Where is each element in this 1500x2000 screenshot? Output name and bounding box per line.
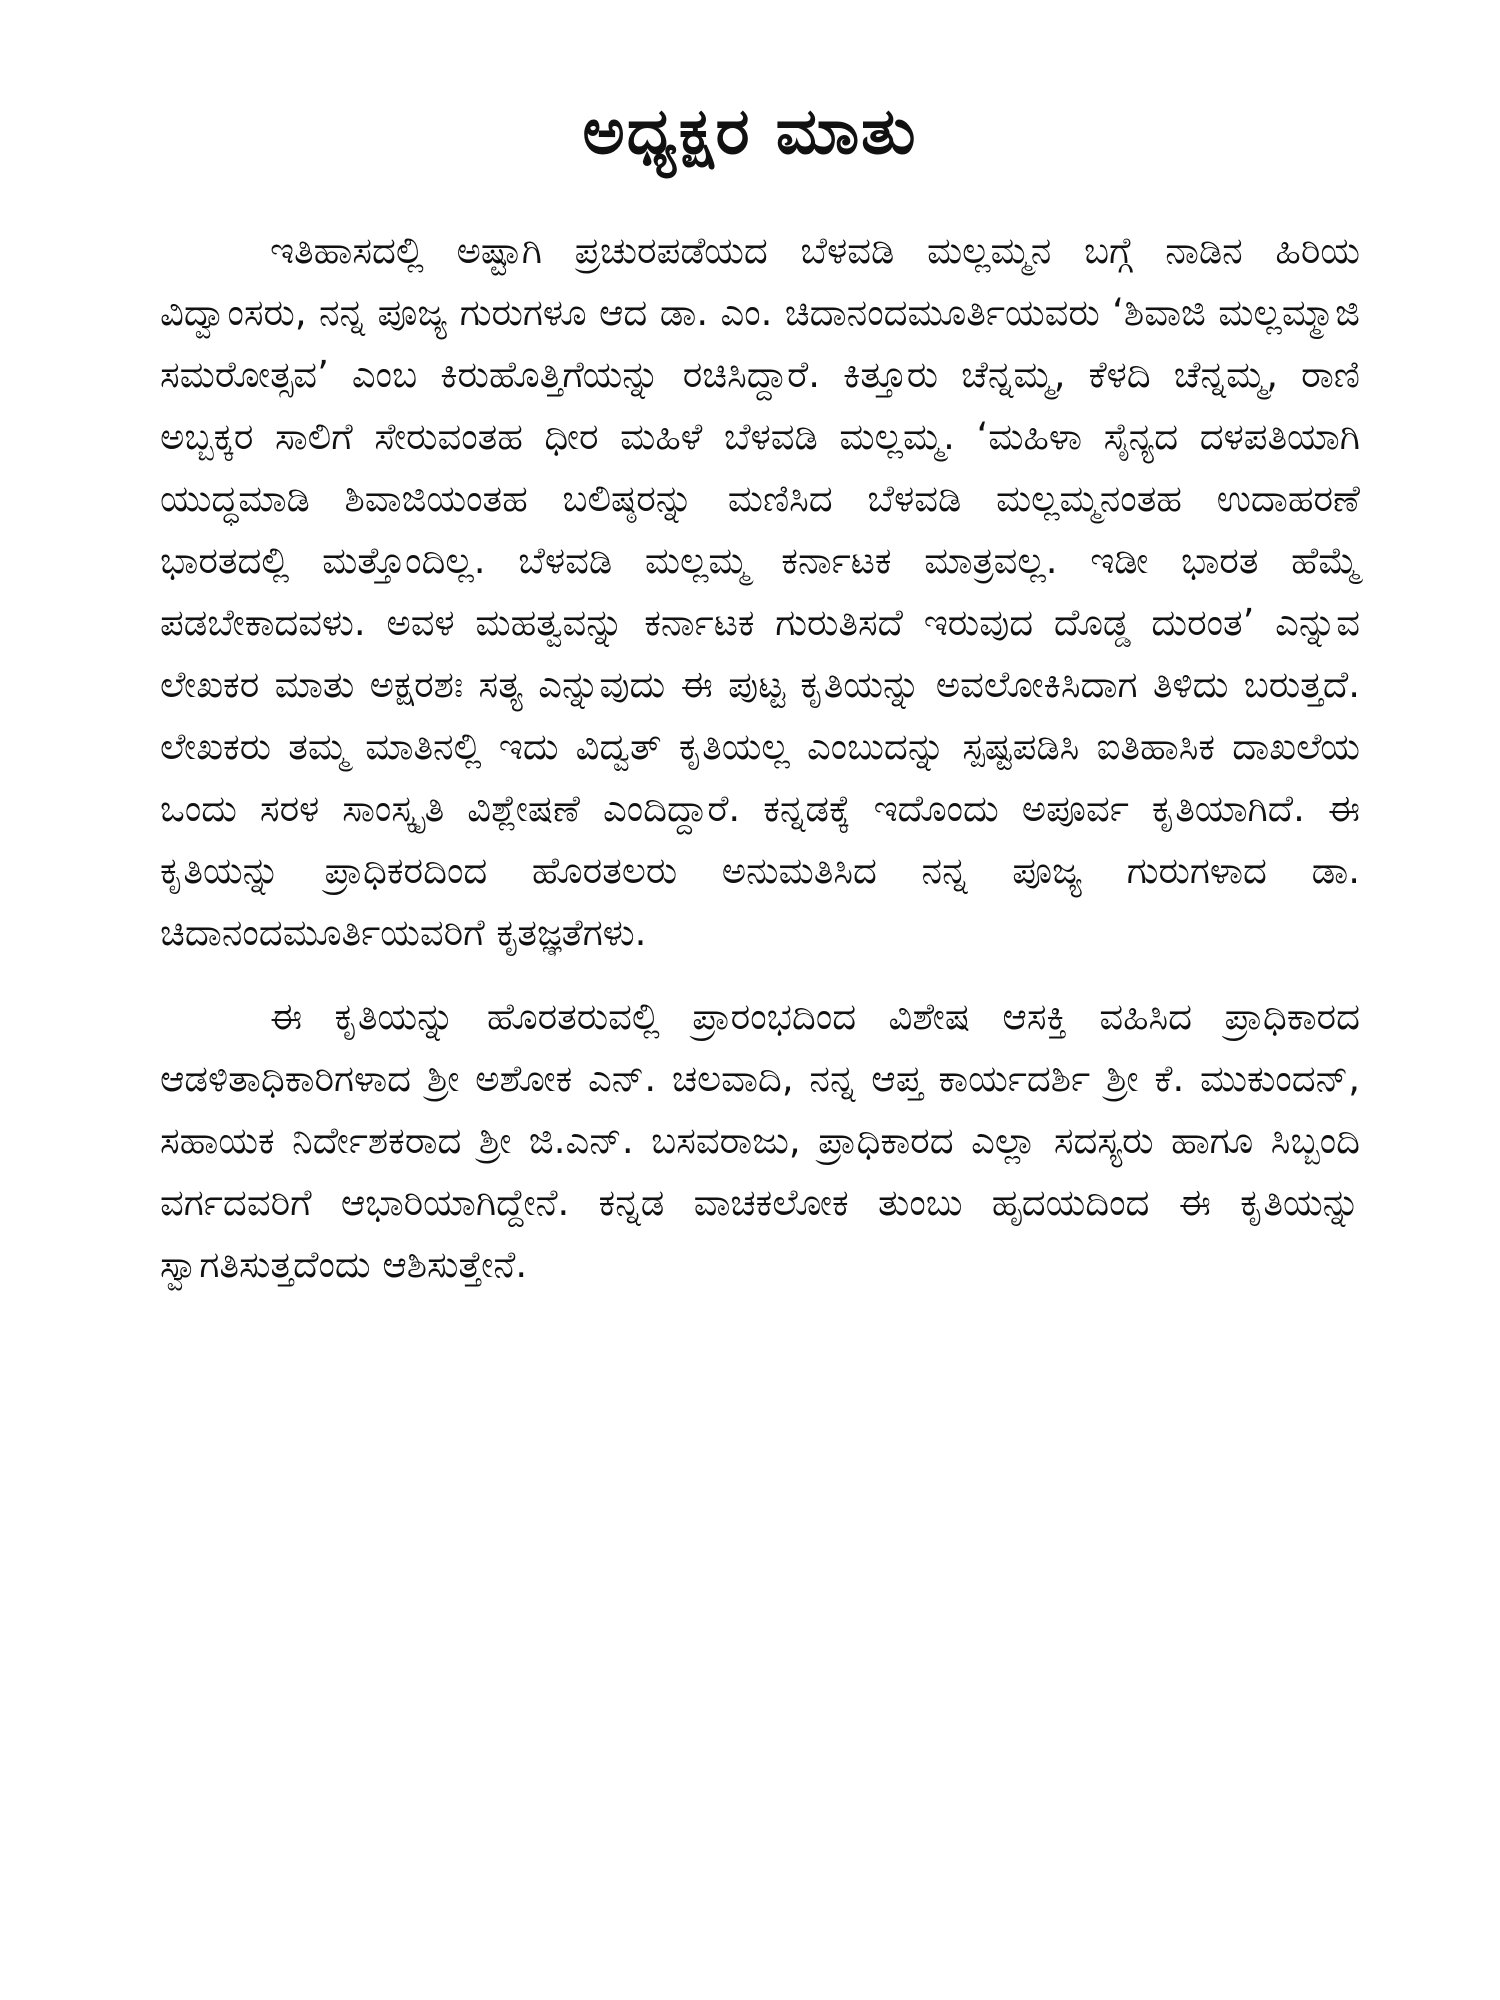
page-title: ಅಧ್ಯಕ್ಷರ ಮಾತು — [582, 95, 918, 169]
paragraph-1: ಇತಿಹಾಸದಲ್ಲಿ ಅಷ್ಟಾಗಿ ಪ್ರಚುರಪಡೆಯದ ಬೆಳವಡಿ ಮಲ್ಲಮ್ಮನ ಬಗ್ಗೆ ನಾಡಿನ ಹಿರಿಯ ವಿದ್ವಾಂಸರು, ನನ್ನ ಪೂಜ್ಯ ಗುರುಗಳೂ ಆದ ಡಾ. ಎಂ. ಚಿದಾನಂದಮೂರ್ತಿಯವರು ‘ಶಿವಾಜಿ ಮಲ್ಲಮ್ಮಾಜಿ ಸಮರೋತ್ಸವ’ ಎಂಬ ಕಿರುಹೊತ್ತಿಗೆಯನ್ನು ರಚಿಸಿದ್ದಾರೆ. ಕಿತ್ತೂರು ಚೆನ್ನಮ್ಮ, ಕೆಳದಿ ಚೆನ್ನಮ್ಮ, ರಾಣಿ ಅಬ್ಬಕ್ಕರ ಸಾಲಿಗೆ ಸೇರುವಂತಹ ಧೀರ ಮಹಿಳೆ ಬೆಳವಡಿ ಮಲ್ಲಮ್ಮ. ‘ಮಹಿಳಾ ಸೈನ್ಯದ ದಳಪತಿಯಾಗಿ ಯುದ್ಧಮಾಡಿ ಶಿವಾಜಿಯಂತಹ ಬಲಿಷ್ಠರನ್ನು ಮಣಿಸಿದ ಬೆಳವಡಿ ಮಲ್ಲಮ್ಮನಂತಹ ಉದಾಹರಣೆ ಭಾರತದಲ್ಲಿ ಮತ್ತೊಂದಿಲ್ಲ. ಬೆಳವಡಿ ಮಲ್ಲಮ್ಮ ಕರ್ನಾಟಕ ಮಾತ್ರವಲ್ಲ. ಇಡೀ ಭಾರತ ಹೆಮ್ಮೆ ಪಡಬೇಕಾದವಳು. ಅವಳ ಮಹತ್ವವನ್ನು ಕರ್ನಾಟಕ ಗುರುತಿಸದೆ ಇರುವುದ ದೊಡ್ಡ ದುರಂತ’ ಎನ್ನುವ ಲೇಖಕರ ಮಾತು ಅಕ್ಷರಶಃ ಸತ್ಯ ಎನ್ನುವುದು ಈ ಪುಟ್ಟ ಕೃತಿಯನ್ನು ಅವಲೋಕಿಸಿದಾಗ ತಿಳಿದು ಬರುತ್ತದೆ. ಲೇಖಕರು ತಮ್ಮ ಮಾತಿನಲ್ಲಿ ಇದು ವಿದ್ವತ್ ಕೃತಿಯಲ್ಲ ಎಂಬುದನ್ನು ಸ್ಪಷ್ಟಪಡಿಸಿ ಐತಿಹಾಸಿಕ ದಾಖಲೆಯ ಒಂದು ಸರಳ ಸಾಂಸ್ಕೃತಿ ವಿಶ್ಲೇಷಣೆ ಎಂದಿದ್ದಾರೆ. ಕನ್ನಡಕ್ಕೆ ಇದೊಂದು ಅಪೂರ್ವ ಕೃತಿಯಾಗಿದೆ. ಈ ಕೃತಿಯನ್ನು ಪ್ರಾಧಿಕರದಿಂದ ಹೊರತಲರು ಅನುಮತಿಸಿದ ನನ್ನ ಪೂಜ್ಯ ಗುರುಗಳಾದ ಡಾ. ಚಿದಾನಂದಮೂರ್ತಿಯವರಿಗೆ ಕೃತಜ್ಞತೆಗಳು. — [160, 229, 1360, 954]
body-text — [160, 220, 1360, 1296]
paragraph-2: ಈ ಕೃತಿಯನ್ನು ಹೊರತರುವಲ್ಲಿ ಪ್ರಾರಂಭದಿಂದ ವಿಶೇಷ ಆಸಕ್ತಿ ವಹಿಸಿದ ಪ್ರಾಧಿಕಾರದ ಆಡಳಿತಾಧಿಕಾರಿಗಳಾದ ಶ್ರೀ ಅಶೋಕ ಎನ್. ಚಲವಾದಿ, ನನ್ನ ಆಪ್ತ ಕಾರ್ಯದರ್ಶಿ ಶ್ರೀ ಕೆ. ಮುಕುಂದನ್, ಸಹಾಯಕ ನಿರ್ದೇಶಕರಾದ ಶ್ರೀ ಜಿ.ಎನ್. ಬಸವರಾಜು, ಪ್ರಾಧಿಕಾರದ ಎಲ್ಲಾ ಸದಸ್ಯರು ಹಾಗೂ ಸಿಬ್ಬಂದಿ ವರ್ಗದವರಿಗೆ ಆಭಾರಿಯಾಗಿದ್ದೇನೆ. ಕನ್ನಡ ವಾಚಕಲೋಕ ತುಂಬು ಹೃದಯದಿಂದ ಈ ಕೃತಿಯನ್ನು ಸ್ವಾಗತಿಸುತ್ತದೆಂದು ಆಶಿಸುತ್ತೇನೆ. — [160, 995, 1360, 1286]
